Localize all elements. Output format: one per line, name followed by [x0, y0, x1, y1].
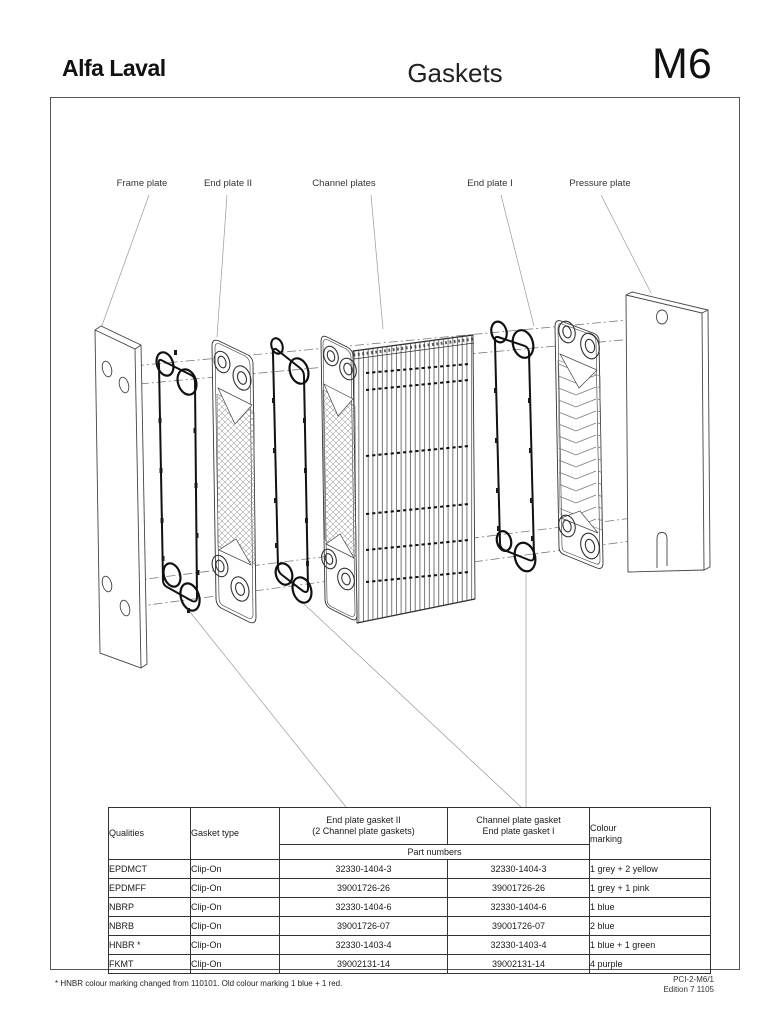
cell-gasket-type: Clip-On	[191, 955, 280, 974]
document-reference	[663, 975, 714, 995]
label-frame-plate: Frame plate	[116, 178, 168, 189]
cell-part-ii: 32330-1404-6	[280, 898, 448, 917]
cell-quality: NBRB	[109, 917, 191, 936]
label-leader-lines	[100, 195, 651, 337]
doc-edition: Edition 7 1105	[663, 985, 714, 994]
label-channel-plates: Channel plates	[312, 178, 376, 189]
table-row	[109, 879, 711, 898]
hnbr-footnote: * HNBR colour marking changed from 110101. Old colour marking 1 blue + 1 red.	[55, 979, 343, 988]
table-row	[109, 917, 711, 936]
header-line: Channel plate gasket	[476, 815, 561, 825]
cell-quality: EPDMFF	[109, 879, 191, 898]
cell-gasket-type: Clip-On	[191, 879, 280, 898]
table-row	[109, 860, 711, 879]
label-end-plate-ii: End plate II	[203, 178, 253, 189]
cell-part-i: 32330-1404-3	[448, 860, 590, 879]
col-header-qualities: Qualities	[109, 808, 191, 860]
cell-colour: 1 grey + 2 yellow	[590, 860, 711, 879]
diagram-frame	[50, 97, 740, 970]
page-title: Gaskets	[407, 58, 503, 88]
end-plate-gasket-i-drawing	[489, 320, 538, 574]
cell-part-i: 39001726-07	[448, 917, 590, 936]
table-row	[109, 955, 711, 974]
cell-quality: EPDMCT	[109, 860, 191, 879]
cell-gasket-type: Clip-On	[191, 936, 280, 955]
part-numbers-subheader: Part numbers	[280, 845, 590, 860]
header-line: Colour	[590, 822, 617, 833]
col-header-gasket-type: Gasket type	[191, 808, 280, 860]
cell-part-ii: 39002131-14	[280, 955, 448, 974]
cell-colour: 1 blue	[590, 898, 711, 917]
channel-plate-gasket-drawing	[269, 337, 314, 605]
header-line: (2 Channel plate gaskets)	[312, 826, 415, 836]
gasket-parts-table	[108, 807, 711, 974]
cell-quality: NBRP	[109, 898, 191, 917]
cell-part-ii: 39001726-07	[280, 917, 448, 936]
channel-plates-drawing	[319, 335, 475, 623]
cell-gasket-type: Clip-On	[191, 917, 280, 936]
cell-colour: 4 purple	[590, 955, 711, 974]
frame-plate-drawing	[95, 326, 147, 668]
cell-gasket-type: Clip-On	[191, 898, 280, 917]
end-plate-ii-drawing	[209, 340, 256, 623]
table-row	[109, 936, 711, 955]
cell-gasket-type: Clip-On	[191, 860, 280, 879]
end-plate-i-drawing	[555, 319, 603, 568]
cell-quality: FKMT	[109, 955, 191, 974]
cell-part-ii: 32330-1403-4	[280, 936, 448, 955]
cell-part-i: 39002131-14	[448, 955, 590, 974]
cell-part-i: 39001726-26	[448, 879, 590, 898]
pressure-plate-drawing	[626, 292, 710, 572]
label-pressure-plate: Pressure plate	[569, 178, 631, 189]
cell-colour: 2 blue	[590, 917, 711, 936]
cell-colour: 1 blue + 1 green	[590, 936, 711, 955]
label-end-plate-i: End plate I	[467, 178, 513, 189]
col-header-end-plate-gasket-ii	[280, 808, 448, 845]
model-code: M6	[652, 40, 712, 88]
alfa-laval-logo: Alfa Laval	[62, 55, 166, 81]
cell-colour: 1 grey + 1 pink	[590, 879, 711, 898]
header-line: End plate gasket I	[482, 826, 555, 836]
col-header-colour-marking	[590, 808, 711, 860]
doc-ref-code: PCI-2-M6/1	[673, 975, 714, 984]
cell-quality: HNBR *	[109, 936, 191, 955]
cell-part-ii: 32330-1404-3	[280, 860, 448, 879]
table-row	[109, 898, 711, 917]
col-header-channel-plate-gasket	[448, 808, 590, 845]
cell-part-i: 32330-1403-4	[448, 936, 590, 955]
cell-part-ii: 39001726-26	[280, 879, 448, 898]
end-plate-gasket-ii-drawing	[154, 350, 203, 613]
header-line: marking	[590, 833, 623, 844]
cell-part-i: 32330-1404-6	[448, 898, 590, 917]
header-line: End plate gasket II	[326, 815, 401, 825]
